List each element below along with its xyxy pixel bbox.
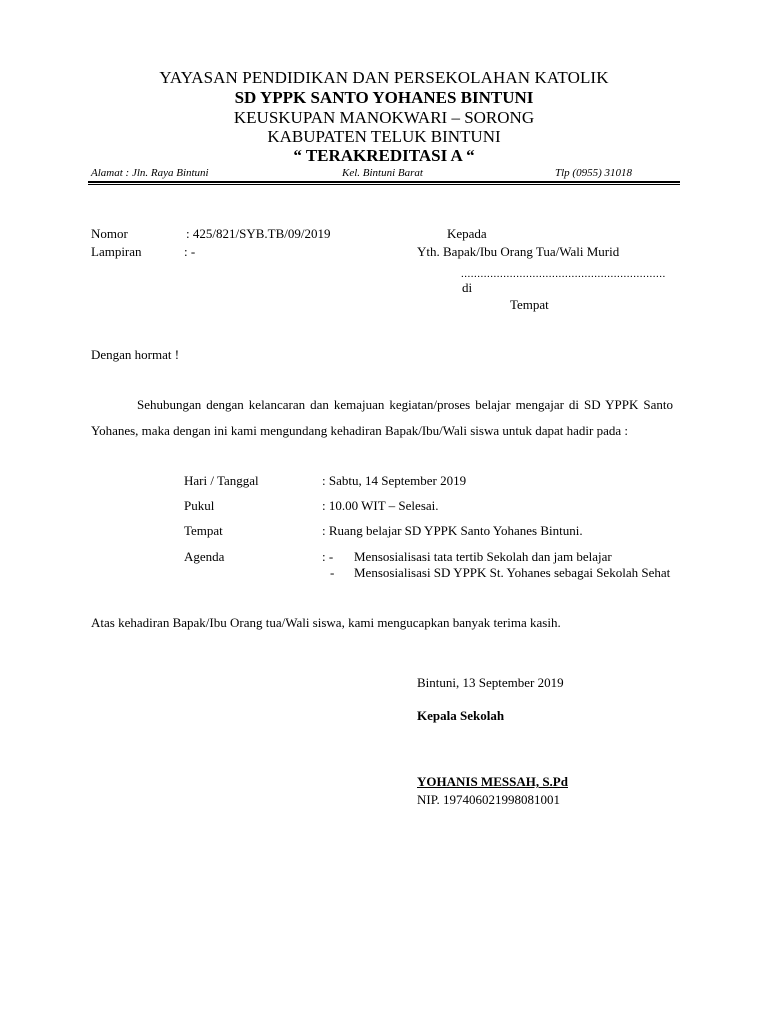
agenda-dash-2: - <box>330 565 335 580</box>
phone: Tlp (0955) 31018 <box>555 167 632 179</box>
tempat-label: Tempat <box>184 523 223 538</box>
nomor-value: : 425/821/SYB.TB/09/2019 <box>186 226 331 241</box>
salutation: Dengan hormat ! <box>91 347 180 362</box>
agenda-item-2: Mensosialisasi SD YPPK St. Yohanes sebagai Sekolah Sehat <box>354 565 671 580</box>
regency-name: KABUPATEN TELUK BINTUNI <box>267 127 501 146</box>
tempat: Tempat <box>510 297 549 312</box>
closing-sentence: Atas kehadiran Bapak/Ibu Orang tua/Wali siswa, kami mengucapkan banyak terima kasih. <box>91 615 561 630</box>
school-name: SD YPPK SANTO YOHANES BINTUNI <box>234 88 534 107</box>
agenda-item-1: Mensosialisasi tata tertib Sekolah dan jam belajar <box>354 549 612 564</box>
header-divider-thick <box>88 181 680 183</box>
pukul-label: Pukul <box>184 498 215 513</box>
lampiran-label: Lampiran <box>91 244 142 259</box>
address: Alamat : Jln. Raya Bintuni <box>91 167 209 179</box>
foundation-name: YAYASAN PENDIDIKAN DAN PERSEKOLAHAN KATOLIK <box>159 68 609 87</box>
signatory-name: YOHANIS MESSAH, S.Pd <box>417 774 568 789</box>
header-divider-thin <box>88 184 680 185</box>
agenda-label: Agenda <box>184 549 225 564</box>
signatory-nip: NIP. 197406021998081001 <box>417 792 561 807</box>
accreditation: “ TERAKREDITASI A “ <box>293 146 475 165</box>
pukul-value: : 10.00 WIT – Selesai. <box>322 498 439 513</box>
kelurahan: Kel. Bintuni Barat <box>342 167 423 179</box>
diocese-name: KEUSKUPAN MANOKWARI – SORONG <box>233 108 535 127</box>
recipient: Yth. Bapak/Ibu Orang Tua/Wali Murid <box>417 244 620 259</box>
place-date: Bintuni, 13 September 2019 <box>417 675 564 690</box>
tempat-value: : Ruang belajar SD YPPK Santo Yohanes Bintuni. <box>322 523 583 538</box>
nomor-label: Nomor <box>91 226 128 241</box>
hari-value: : Sabtu, 14 September 2019 <box>322 473 467 488</box>
hari-label: Hari / Tanggal <box>184 473 259 488</box>
kepada: Kepada <box>447 226 487 241</box>
agenda-prefix: : - <box>322 549 334 564</box>
lampiran-value: : - <box>184 244 196 259</box>
opening-paragraph: Sehubungan dengan kelancaran dan kemajuan kegiatan/proses belajar mengajar di SD YPPK Santo Yohanes, maka dengan ini kami mengundang kehadiran Bapak/Ibu/Wali siswa untuk dapat hadir pada : <box>91 397 673 438</box>
signatory-title: Kepala Sekolah <box>417 708 505 723</box>
di: di <box>462 280 473 295</box>
recipient-dots: ............................................................... <box>461 268 666 280</box>
